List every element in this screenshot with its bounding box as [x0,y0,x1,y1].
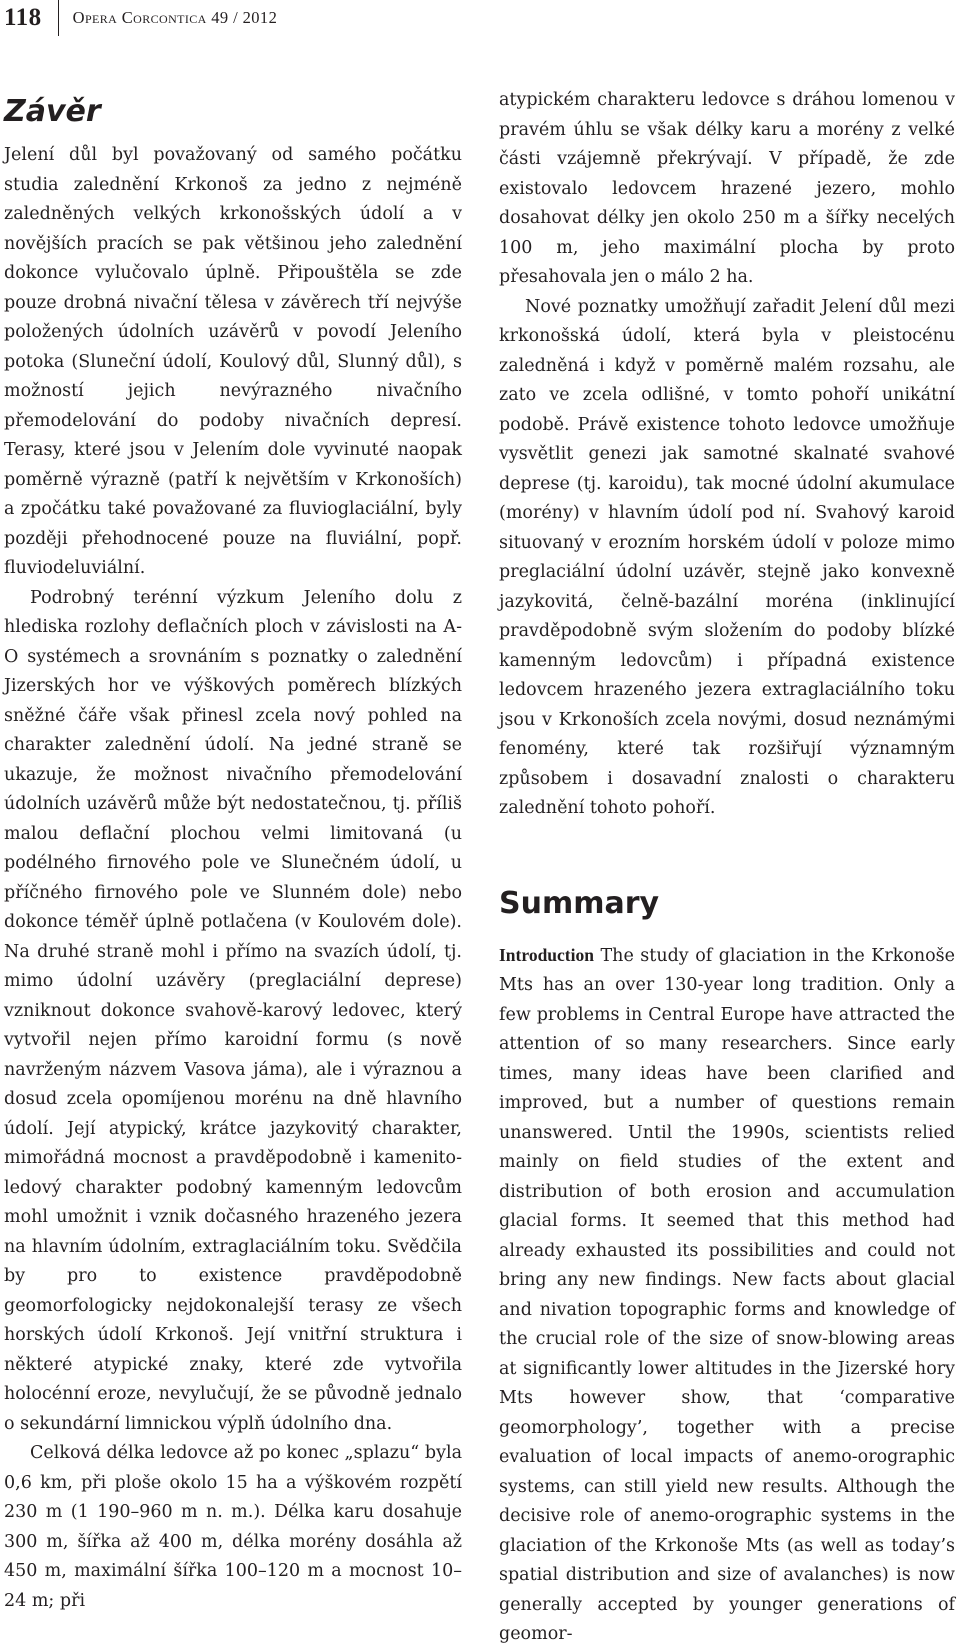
section-heading-summary: Summary [499,885,660,921]
paragraph: atypickém charakteru ledovce s dráhou lomenou v pravém úhlu se však délky karu a morény z velké části vzájemně překrývají. V případě, že zde existovalo ledovcem hrazené jezero, mohlo dosahovat délky jen okolo 250 m a šířky necelých 100 m, jeho maximální plocha by proto přesahovala jen o málo 2 ha. [499,90,955,287]
paragraph: Jelení důl byl považovaný od samého počátku studia zalednění Krkonoš za jedno z nejméně zaledněných velkých krkonošských údolí a v novějších pracích se pak většinou jeho zalednění dokonce vylučovalo úplně. Připouštěla se zde pouze drobná nivační tělesa v závěrech tří nejvýše položených údolních uzávěrů v povodí Jeleního potoka (Sluneční údolí, Koulový důl, Slunný důl), s možností jejich nevýrazného nivačního přemodelování do podoby nivačních depresí. Terasy, které jsou v Jelením dole vyvinuté naopak poměrně výrazně (patří k největším v Krkonoších) a zpočátku také považované za fluvioglaciální, byly později přehodnocené pouze na fluviální, popř. fluviodeluviální. [4,145,462,578]
journal-issue: 49 / 2012 [211,8,278,27]
left-column [4,86,462,1616]
paragraph: Nové poznatky umožňují zařadit Jelení důl mezi krkonošská údolí, která byla v pleistocénu zaledněná i když v poměrně malém rozsahu, ale zato ve zcela odlišné, v tomto pohoří unikátní podobě. Právě existence tohoto ledovce umožňuje vysvětlit genezi jak samotné skalnaté svahové deprese (tj. karoidu), tak mocné údolní akumulace (morény) v hlavním údolí pod ní. Svahový karoid situovaný v erozním horském údolí v poloze mimo preglaciální údolní uzávěr, stejně jako konvexně jazykovitá, čelně-bazální moréna (inklinující pravděpodobně svým složením do podoby blízké kamenným ledovcům) i případná existence ledovcem hrazeného jezera extraglaciálního toku jsou v Krkonoších zcela novými, dosud neznámými fenomény, které tak rozšiřují významným způsobem i dosavadní znalosti o charakteru zalednění tohoto pohoří. [499,296,955,818]
summary-text: The study of glaciation in the Krkonoše Mts has an over 130-year long tradition. Only a few problems in Central Europe have attracted the attention of so many researchers. Since early times, many ideas have been clarified and improved, but a number of questions remain unanswered. Until the 1990s, scientists relied mainly on field studies of the extent and distribution of both erosion and accumulation glacial forms. It seemed that this method had already exhausted its possibilities and could not bring any new findings. New facts about glacial and nivation topographic forms and knowledge of the crucial role of the size of snow-blowing areas at significantly lower altitudes in the Jizerské hory Mts however show, that ‘comparative geomorphology’, together with a precise evaluation of local impacts of anemo-orographic systems, can still yield new results. Although the decisive role of anemo-orographic systems in the glaciation of the Krkonoše Mts (as well as today’s spatial distribution and size of avalanches) is now generally accepted by younger generations of geomor- [499,945,955,1644]
right-column [499,86,955,1650]
journal-name: Opera Corcontica [72,8,207,27]
page-number: 118 [4,4,42,31]
running-header [4,0,277,36]
summary-lead-in: Introduction [499,944,594,965]
paragraph: Podrobný terénní výzkum Jeleního dolu z hlediska rozlohy deflačních ploch v závislosti na A-O systémech a srovnáním s poznatky o zalednění Jizerských hor ve výškových poměrech blízkých sněžné čáře však přinesl zcela nový pohled na charakter zalednění údolí. Na jedné straně se ukazuje, že možnost nivačního přemodelování údolních uzávěrů může být nedostatečnou, tj. příliš malou deflační plochou velmi limitovaná (u podélného firnového pole ve Slunečném údolí, u příčného firnového pole ve Slunném dole) nebo dokonce téměř úplně potlačena (v Koulovém dole). Na druhé straně mohl i přímo na svazích údolí, tj. mimo údolní uzávěry (preglaciální deprese) vzniknout dokonce svahově-karový ledovec, který vytvořil nejen přímo karoidní formu (s nově navrženým názvem Vasova jáma), ale i výraznou a dosud zcela opomíjenou morénu na dně hlavního údolí. Její atypický, krátce jazykovitý charakter, mimořádná mocnost a pravděpodobně i kamenito-ledový charakter podobný kamenným ledovcům mohl umožnit i vznik dočasného hrazeného jezera na hlavním údolním, extraglaciálním toku. Svědčila by pro to existence pravděpodobně geomorfologicky nejdokonalejší terasy ze všech horských údolí Krkonoš. Její vnitřní struktura i některé atypické znaky, které zde vytvořila holocénní eroze, nevylučují, že se původně jednalo o sekundární limnickou výplň údolního dna. [4,587,462,1434]
header-divider [58,0,59,36]
summary-paragraph [499,941,955,1650]
journal-title [73,8,278,28]
section-heading-zaver: Závěr [4,94,101,129]
paragraph: Celková délka ledovce až po konec „splazu“ byla 0,6 km, při ploše okolo 15 ha a výškovém rozpětí 230 m (1 190–960 m n. m.). Délka karu dosahuje 300 m, šířka až 400 m, délka morény dosáhla až 450 m, maximální šířka 100–120 m a mocnost 10–24 m; při [4,1443,462,1611]
